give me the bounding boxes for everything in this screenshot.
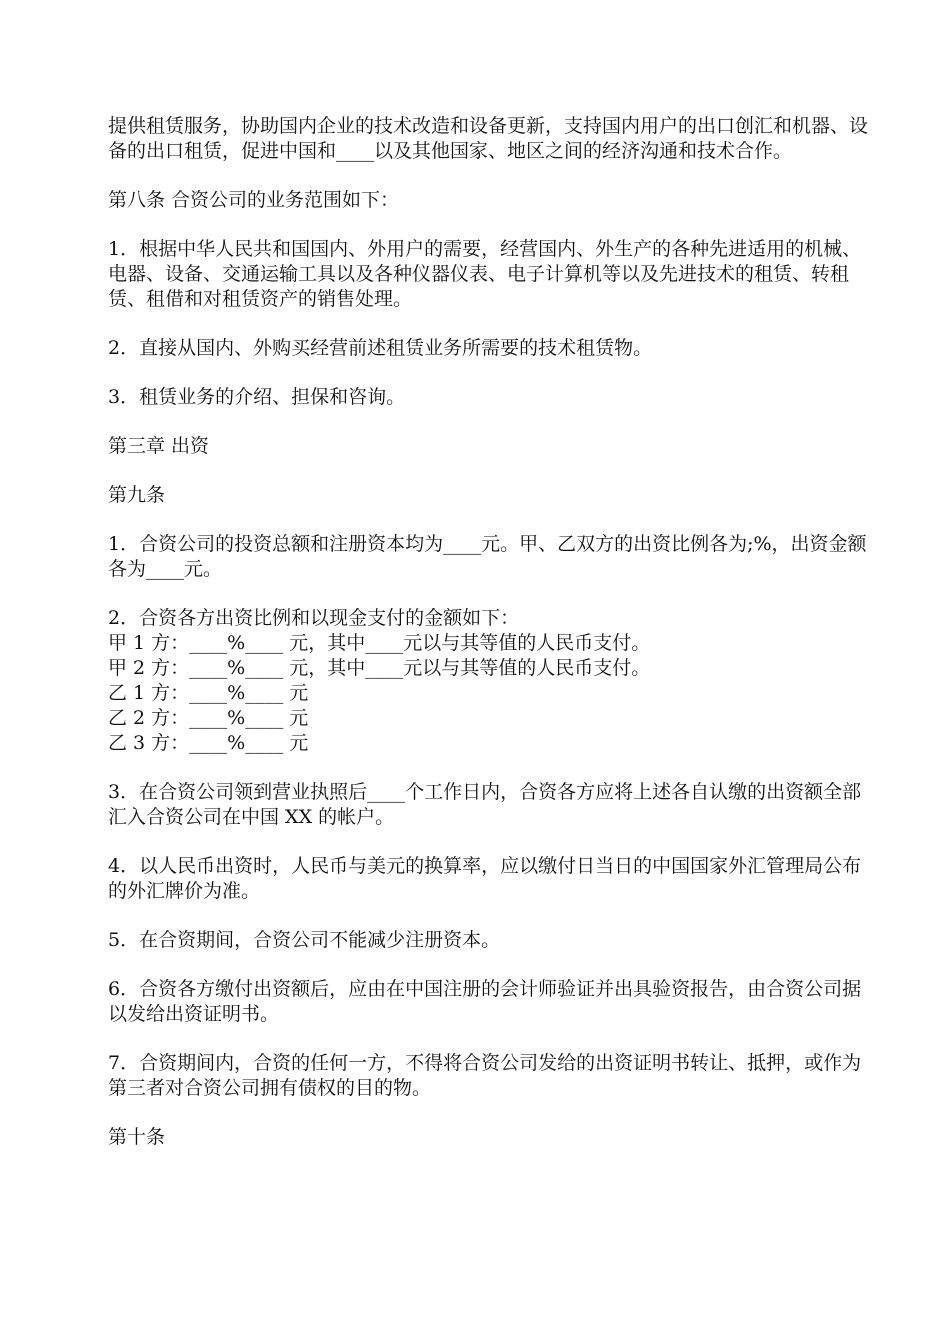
article-9-item-7: 7．合资期间内，合资的任何一方，不得将合资公司发给的出资证明书转让、抵押，或作为: [108, 1052, 862, 1074]
party-yi-1-line: 乙 1 方：____%____ 元: [108, 682, 309, 704]
article-9-item-1: 1．合资公司的投资总额和注册资本均为____元。甲、乙双方的出资比例各为;%，出资金额各为____元。: [108, 533, 867, 580]
article-8-item-1: 1．根据中华人民共和国国内、外用户的需要，经营国内、外生产的各种先进适用的机械、电器、设备、交通运输工具以及各种仪器仪表、电子计算机等以及先进技术的租赁、转租赁、租借和对租赁资产的销售处理。: [108, 238, 862, 310]
article-8-item-2: 2．直接从国内、外购买经营前述租赁业务所需要的技术租赁物。: [108, 337, 653, 359]
party-jia-1-line: 甲 1 方：____%____ 元，其中____元以与其等值的人民币支付。: [108, 632, 651, 654]
party-jia-2-line: 甲 2 方：____%____ 元，其中____元以与其等值的人民币支付。: [108, 657, 651, 679]
article-9-item-3: 3．在合资公司领到营业执照后____个工作日内，合资各方应将上述各自认缴的出资额全部汇入合资公司在中国 XX 的帐户。: [108, 781, 862, 828]
chapter-3-heading: 第三章 出资: [108, 435, 210, 457]
article-9-item-7-continued: 第三者对合资公司拥有债权的目的物。: [108, 1077, 432, 1099]
paragraph-intro: 提供租赁服务，协助国内企业的技术改造和设备更新，支持国内用户的出口创汇和机器、设备的出口租赁，促进中国和____以及其他国家、地区之间的经济沟通和技术合作。: [108, 115, 869, 162]
article-10-heading: 第十条: [108, 1126, 166, 1148]
article-8-item-3: 3．租赁业务的介绍、担保和咨询。: [108, 386, 406, 408]
article-9-heading: 第九条: [108, 484, 166, 506]
article-9-item-6: 6．合资各方缴付出资额后，应由在中国注册的会计师验证并出具验资报告，由合资公司据以发给出资证明书。: [108, 978, 862, 1025]
article-8-heading: 第八条 合资公司的业务范围如下：: [108, 189, 400, 211]
document-body: [108, 114, 868, 1174]
party-yi-2-line: 乙 2 方：____%____ 元: [108, 707, 309, 729]
article-9-item-2: 2．合资各方出资比例和以现金支付的金额如下：: [108, 607, 520, 629]
article-9-item-4: 4．以人民币出资时，人民币与美元的换算率，应以缴付日当日的中国国家外汇管理局公布的外汇牌价为准。: [108, 855, 862, 902]
article-9-item-5: 5．在合资期间，合资公司不能减少注册资本。: [108, 929, 501, 951]
party-yi-3-line: 乙 3 方：____%____ 元: [108, 732, 309, 754]
